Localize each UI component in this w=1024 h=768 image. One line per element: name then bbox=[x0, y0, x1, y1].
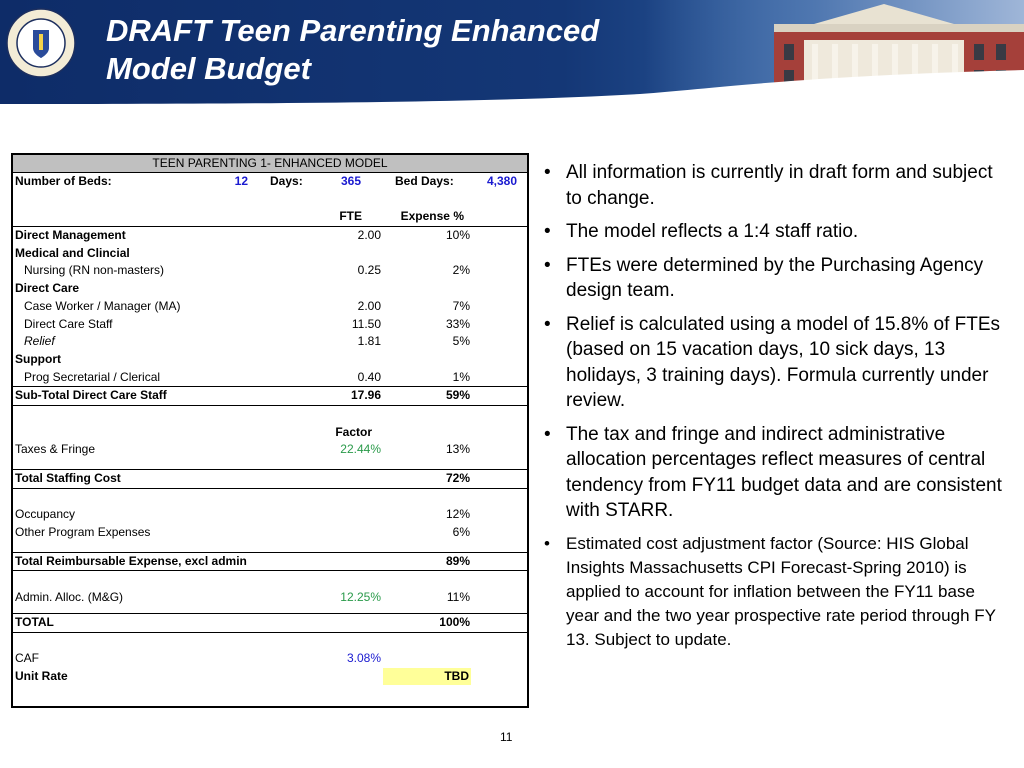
nursing-label: Nursing (RN non-masters) bbox=[24, 263, 165, 278]
table-row bbox=[13, 524, 527, 542]
note-text: The tax and fringe and indirect administrative allocation percentages reflect measures of central tendency from FY11 budget data and are consistent with STARR. bbox=[566, 423, 1002, 521]
factor-label: Factor bbox=[335, 424, 372, 439]
nursing-fte: 0.25 bbox=[357, 263, 381, 278]
subtotal-fte: 17.96 bbox=[350, 388, 381, 403]
note-item bbox=[540, 219, 1010, 245]
total-staffing-label: Total Staffing Cost bbox=[15, 471, 121, 485]
note-item bbox=[540, 253, 1010, 304]
total-staffing-pct: 72% bbox=[445, 471, 470, 485]
table-title: TEEN PARENTING 1- ENHANCED MODEL bbox=[13, 155, 527, 173]
table-row bbox=[13, 369, 527, 388]
table-row bbox=[13, 316, 527, 334]
bullet-icon: • bbox=[544, 221, 551, 242]
direct-care-staff-label: Direct Care Staff bbox=[24, 316, 113, 331]
total-pct: 100% bbox=[439, 614, 470, 629]
prog-secretarial-fte: 0.40 bbox=[357, 369, 381, 384]
caf-factor: 3.08% bbox=[346, 651, 381, 666]
total-reimbursable-label: Total Reimbursable Expense, excl admin bbox=[15, 553, 247, 568]
direct-care-label: Direct Care bbox=[15, 281, 80, 296]
bullet-icon: • bbox=[544, 533, 550, 553]
notes-list bbox=[540, 160, 1010, 660]
table-row bbox=[13, 245, 527, 263]
total-reimbursable-pct: 89% bbox=[445, 553, 470, 568]
blank-row bbox=[13, 489, 527, 507]
unit-rate-label: Unit Rate bbox=[15, 668, 68, 683]
unit-rate-row bbox=[13, 668, 527, 686]
occupancy-label: Occupancy bbox=[15, 507, 76, 522]
table-row bbox=[13, 506, 527, 524]
direct-management-pct: 10% bbox=[445, 228, 470, 243]
relief-label: Relief bbox=[24, 334, 55, 349]
note-text: The model reflects a 1:4 staff ratio. bbox=[566, 221, 859, 242]
total-staffing-row bbox=[13, 469, 527, 489]
column-header-row bbox=[13, 208, 527, 227]
taxes-label: Taxes & Fringe bbox=[15, 442, 96, 457]
title-line-2: Model Budget bbox=[106, 51, 311, 86]
table-row bbox=[13, 333, 527, 351]
blank-row bbox=[13, 191, 527, 209]
total-row bbox=[13, 613, 527, 633]
caf-label: CAF bbox=[15, 651, 39, 666]
factor-header-row bbox=[13, 424, 527, 442]
bullet-icon: • bbox=[544, 162, 551, 183]
budget-table bbox=[11, 153, 529, 708]
bed-days-label: Bed Days: bbox=[395, 174, 454, 188]
total-reimbursable-row bbox=[13, 552, 527, 572]
note-item bbox=[540, 422, 1010, 524]
note-text: FTEs were determined by the Purchasing Agency design team. bbox=[566, 254, 984, 301]
direct-management-fte: 2.00 bbox=[357, 228, 381, 243]
page-title bbox=[106, 12, 599, 88]
note-text: Estimated cost adjustment factor (Source: HIS Global Insights Massachusetts CPI Forecast-Spring 2010) is applied to account for inflation between the FY11 base year and the two year prospective rate period through FY 13. Subject to update. bbox=[566, 533, 996, 649]
direct-management-label: Direct Management bbox=[15, 228, 126, 243]
title-line-1: DRAFT Teen Parenting Enhanced bbox=[106, 13, 600, 48]
table-row bbox=[13, 351, 527, 369]
subtotal-pct: 59% bbox=[445, 388, 470, 403]
col-fte: FTE bbox=[339, 209, 362, 224]
blank-row bbox=[13, 633, 527, 651]
admin-pct: 11% bbox=[446, 590, 470, 605]
prog-secretarial-label: Prog Secretarial / Clerical bbox=[24, 369, 161, 384]
other-program-label: Other Program Expenses bbox=[15, 525, 151, 540]
bullet-icon: • bbox=[544, 423, 551, 445]
admin-label: Admin. Alloc. (M&G) bbox=[15, 590, 124, 605]
note-text: All information is currently in draft form and subject to change. bbox=[566, 162, 993, 209]
note-item bbox=[540, 312, 1010, 414]
relief-fte: 1.81 bbox=[357, 334, 381, 349]
days-value: 365 bbox=[340, 174, 361, 188]
blank-row bbox=[13, 406, 527, 424]
note-item bbox=[540, 160, 1010, 211]
support-label: Support bbox=[15, 351, 61, 366]
massachusetts-seal-icon bbox=[6, 8, 76, 78]
taxes-factor: 22.44% bbox=[340, 442, 381, 457]
direct-care-staff-fte: 11.50 bbox=[351, 316, 381, 331]
other-program-pct: 6% bbox=[452, 525, 470, 540]
page-number: 11 bbox=[500, 730, 513, 744]
prog-secretarial-pct: 1% bbox=[452, 369, 470, 384]
table-row bbox=[13, 298, 527, 316]
bed-days-value: 4,380 bbox=[486, 174, 517, 188]
total-label: TOTAL bbox=[15, 614, 54, 629]
table-row bbox=[13, 227, 527, 245]
table-row bbox=[13, 441, 527, 459]
unit-rate-value: TBD bbox=[383, 668, 471, 685]
subtotal-row bbox=[13, 387, 527, 406]
table-row bbox=[13, 280, 527, 298]
col-expense: Expense % bbox=[400, 209, 464, 224]
taxes-pct: 13% bbox=[445, 442, 470, 457]
bullet-icon: • bbox=[544, 313, 551, 335]
table-row bbox=[13, 589, 527, 607]
medical-label: Medical and Clincial bbox=[15, 245, 130, 260]
blank-row bbox=[13, 571, 527, 589]
blank-row bbox=[13, 542, 527, 552]
note-item bbox=[540, 532, 1010, 652]
case-worker-label: Case Worker / Manager (MA) bbox=[24, 298, 181, 313]
admin-factor: 12.25% bbox=[340, 590, 381, 605]
beds-value: 12 bbox=[234, 174, 248, 188]
relief-pct: 5% bbox=[452, 334, 470, 349]
note-text: Relief is calculated using a model of 15.8% of FTEs (based on 15 vacation days, 10 sick days, 13 holidays, 3 training days). Formula currently under review. bbox=[566, 313, 1001, 411]
bullet-icon: • bbox=[544, 254, 551, 276]
nursing-pct: 2% bbox=[452, 263, 470, 278]
case-worker-fte: 2.00 bbox=[357, 298, 381, 313]
case-worker-pct: 7% bbox=[452, 298, 470, 313]
header-banner bbox=[0, 0, 1024, 104]
days-label: Days: bbox=[270, 174, 303, 188]
table-row bbox=[13, 650, 527, 668]
beds-label: Number of Beds: bbox=[15, 174, 112, 188]
subtotal-label: Sub-Total Direct Care Staff bbox=[15, 388, 167, 403]
blank-row bbox=[13, 459, 527, 469]
occupancy-pct: 12% bbox=[445, 507, 470, 522]
direct-care-staff-pct: 33% bbox=[445, 316, 470, 331]
table-row bbox=[13, 262, 527, 280]
beds-row bbox=[13, 173, 527, 191]
